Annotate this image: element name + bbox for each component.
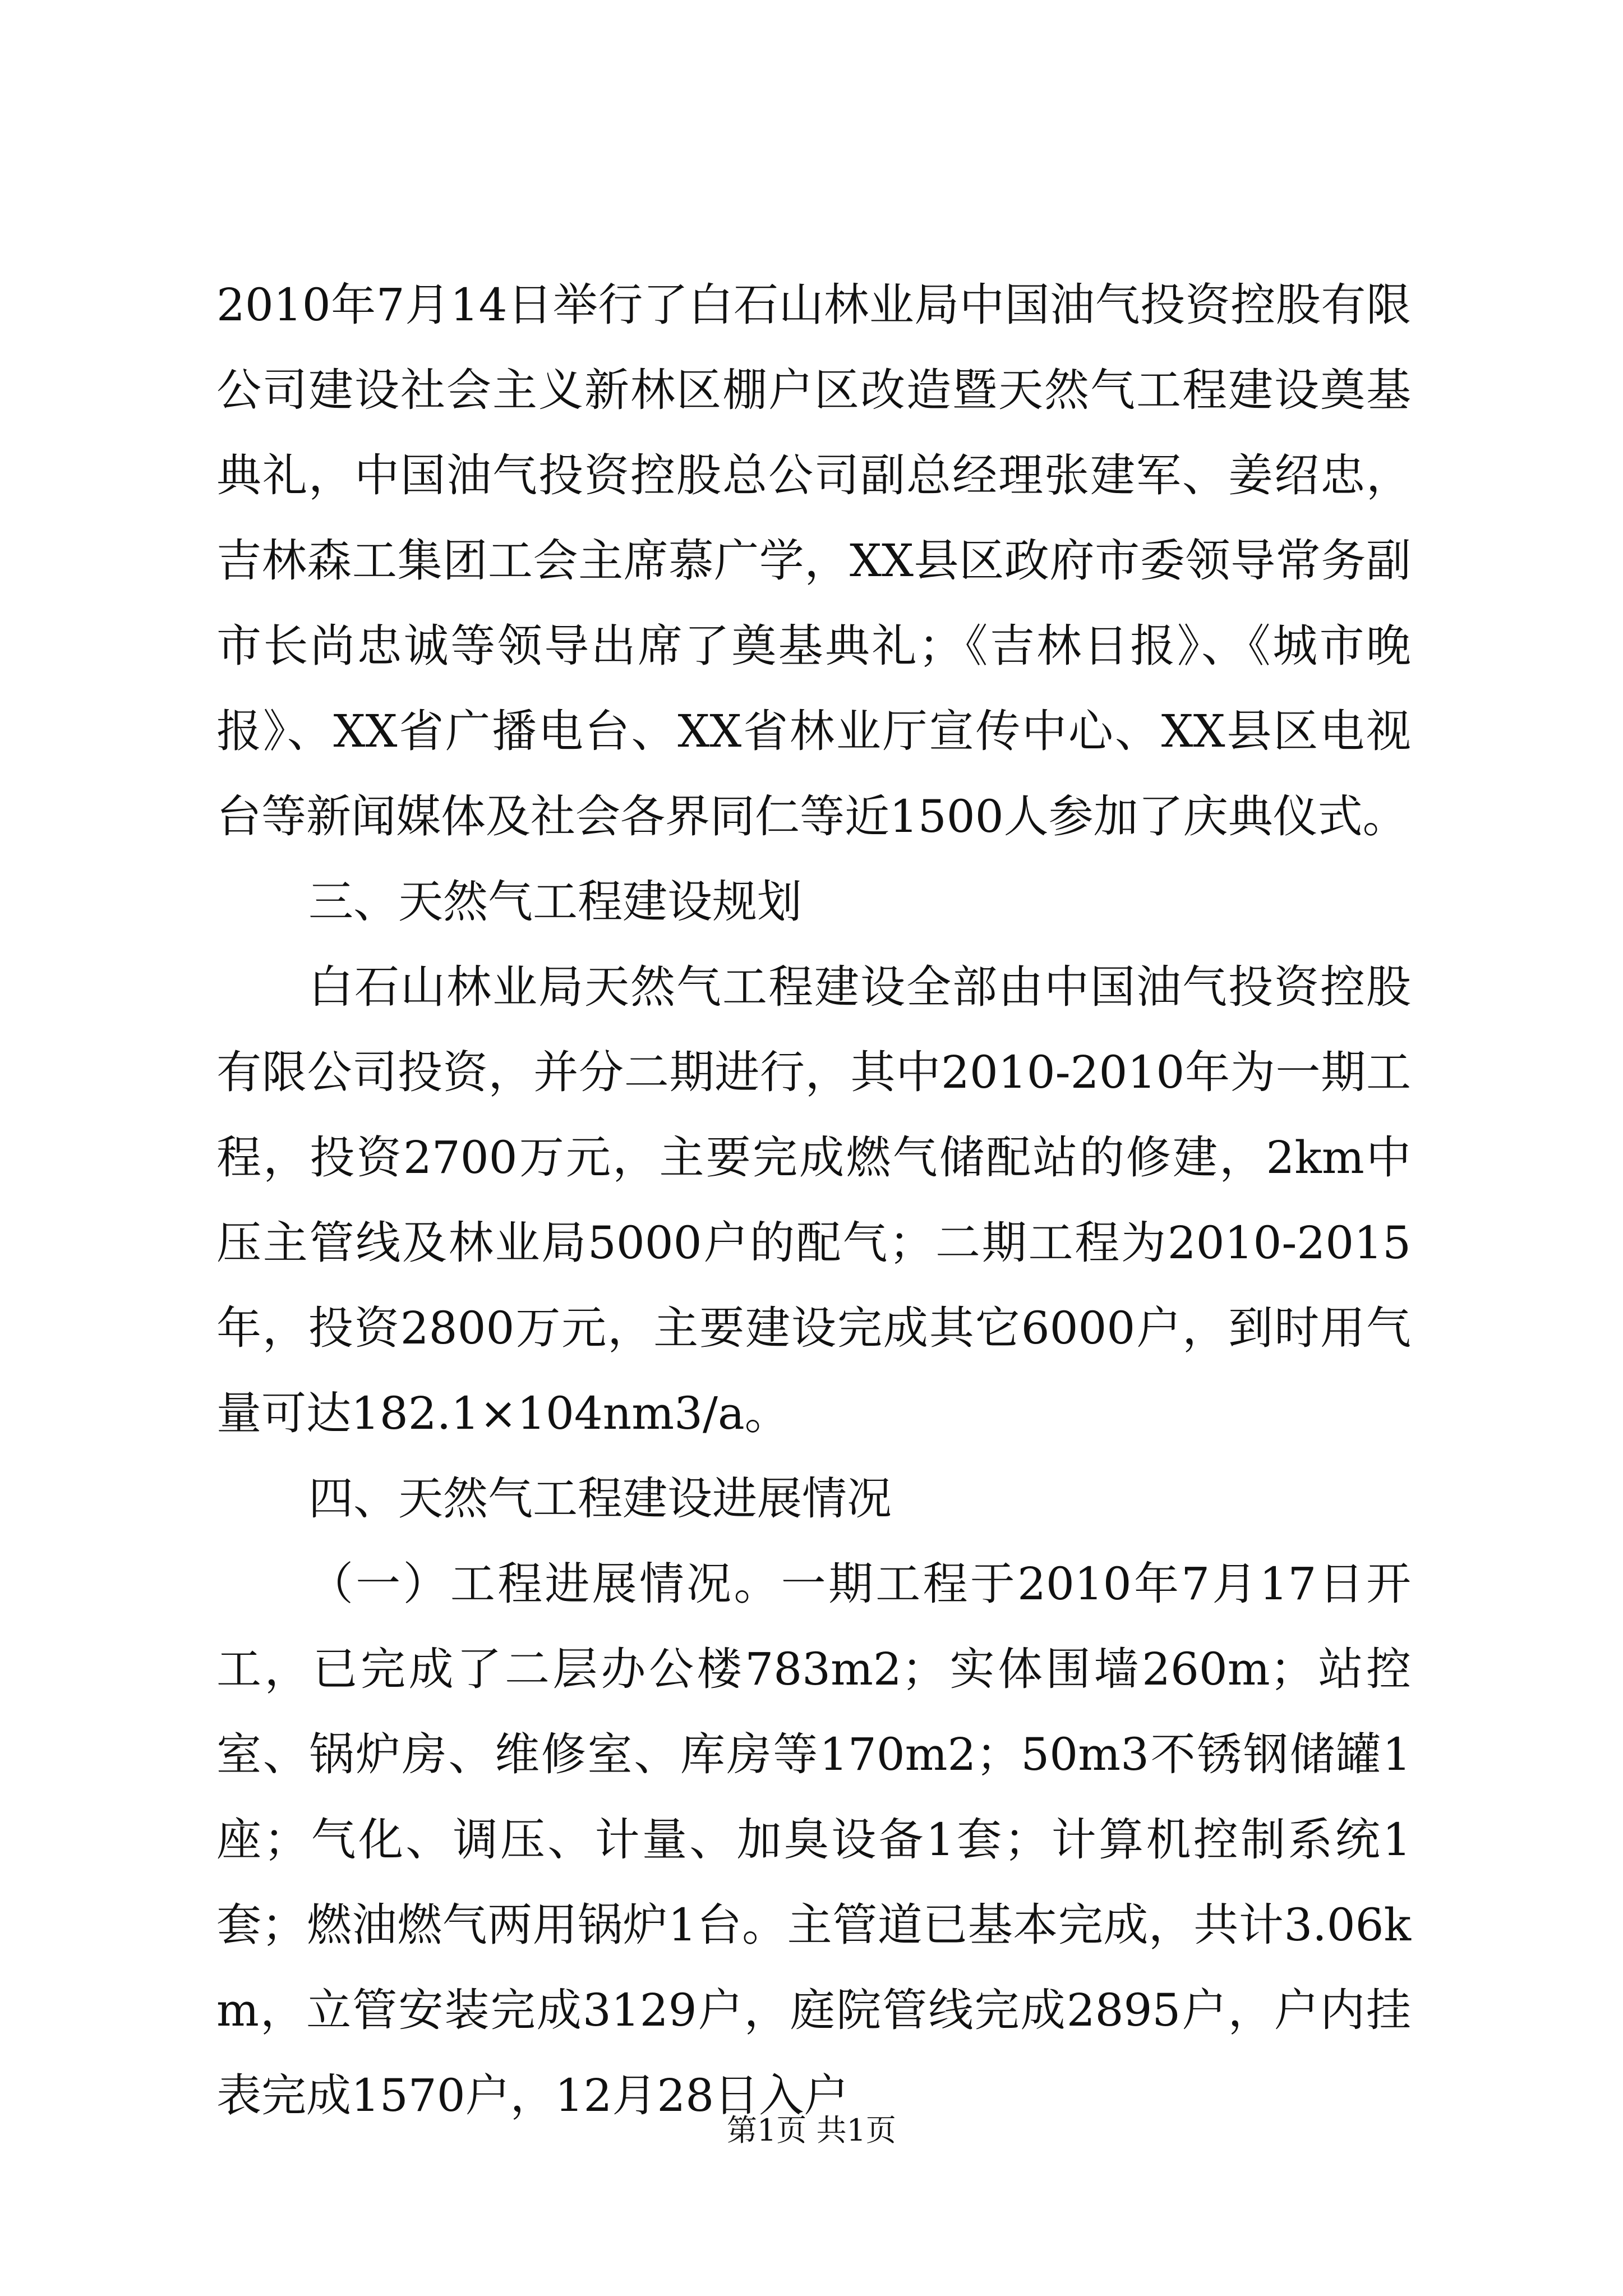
section-heading-planning: 三、天然气工程建设规划	[308, 876, 802, 928]
paragraph-planning: 白石山林业局天然气工程建设全部由中国油气投资控股有限公司投资，并分二期进行，其中2010-2010年为一期工程，投资2700万元，主要完成燃气储配站的修建，2km中压主管线及林业局5000户的配气；二期工程为2010-2015年，投资2800万元，主要建设完成其它6000户，到时用气量可达182.1×104nm3/a。	[216, 961, 1411, 1439]
page-footer: 第1页 共1页	[727, 2113, 896, 2148]
paragraph-progress: （一）工程进展情况。一期工程于2010年7月17日开工，已完成了二层办公楼783m2；实体围墙260m；站控室、锅炉房、维修室、库房等170m2；50m3不锈钢储罐1座；气化、调压、计量、加臭设备1套；计算机控制系统1套；燃油燃气两用锅炉1台。主管道已基本完成，共计3.06km，立管安装完成3129户，庭院管线完成2895户，户内挂表完成1570户，12月28日入户	[216, 1558, 1411, 2122]
document-body	[216, 263, 1411, 2138]
paragraph-ceremony: 2010年7月14日举行了白石山林业局中国油气投资控股有限公司建设社会主义新林区棚户区改造暨天然气工程建设奠基典礼，中国油气投资控股总公司副总经理张建军、姜绍忠，吉林森工集团工会主席慕广学，XX县区政府市委领导常务副市长尚忠诚等领导出席了奠基典礼；《吉林日报》、《城市晚报》、XX省广播电台、XX省林业厅宣传中心、XX县区电视台等新闻媒体及社会各界同仁等近1500人参加了庆典仪式。	[216, 279, 1411, 843]
section-heading-progress: 四、天然气工程建设进展情况	[308, 1473, 892, 1525]
